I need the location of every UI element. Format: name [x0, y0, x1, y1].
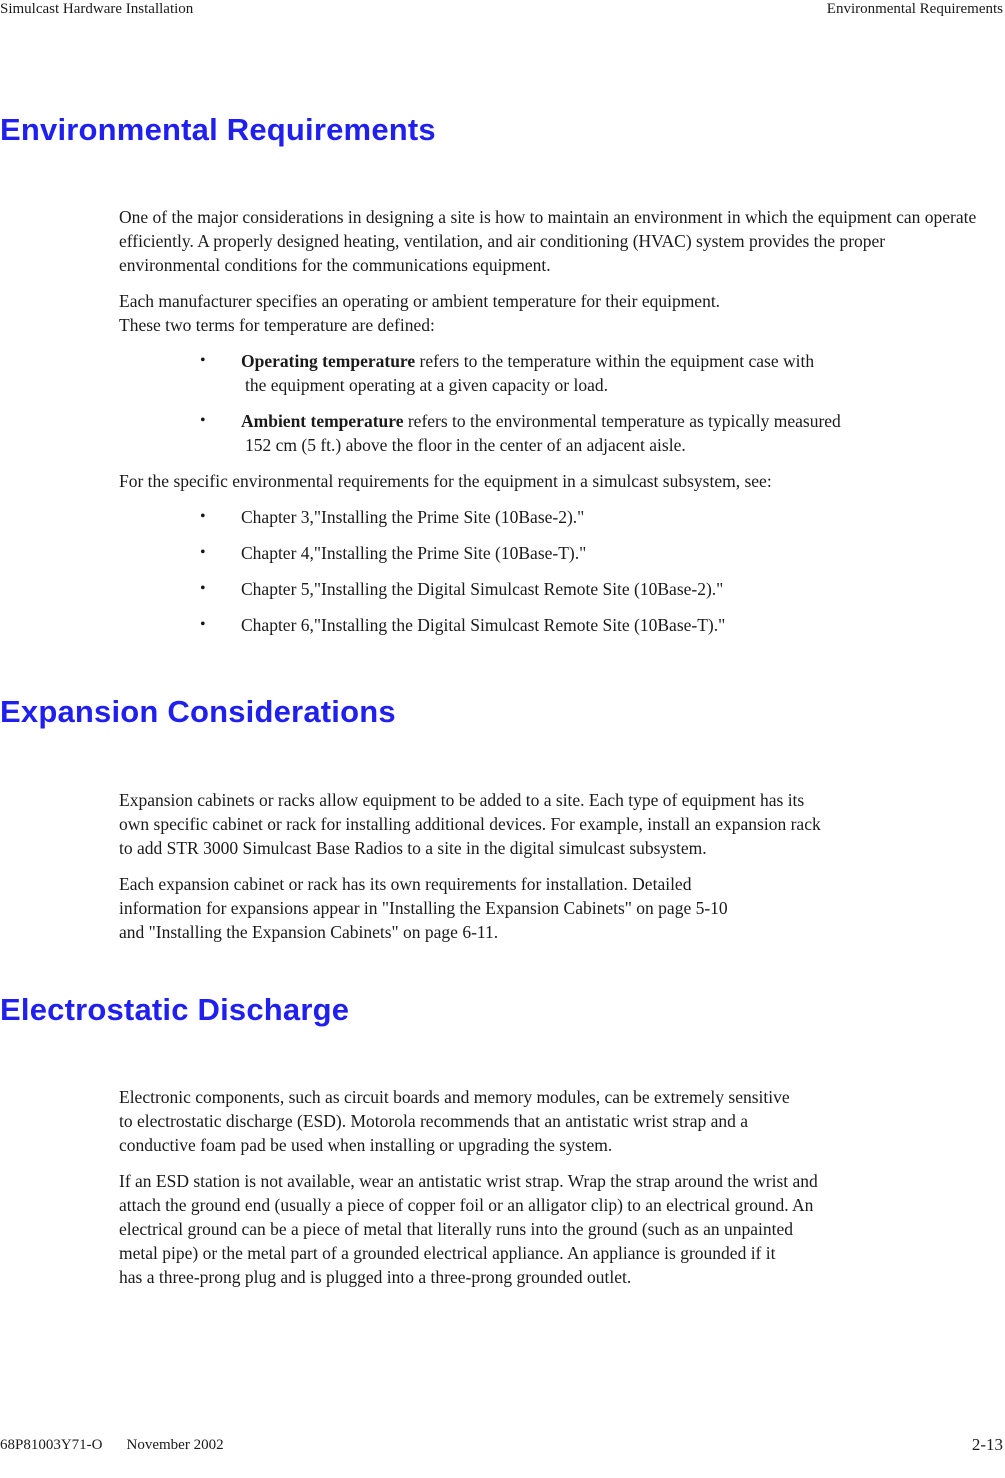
exp-paragraph-2: [119, 872, 989, 944]
exp-paragraph-1-line: Expansion cabinets or racks allow equipment to be added to a site. Each type of equipment has its: [119, 790, 805, 810]
esd-paragraph-2-line: If an ESD station is not available, wear an antistatic wrist strap. Wrap the strap around the wrist and: [119, 1171, 818, 1191]
section-title-expansion: Expansion Considerations: [0, 694, 396, 729]
term-operating-temperature: Operating temperature: [241, 351, 416, 371]
bullet-icon: •: [200, 352, 206, 369]
section-title-electrostatic: Electrostatic Discharge: [0, 992, 350, 1027]
esd-paragraph-1-line: Electronic components, such as circuit boards and memory modules, can be extremely sensitive: [119, 1087, 790, 1107]
running-header-right: Environmental Requirements: [826, 1, 1003, 17]
exp-paragraph-1: [119, 788, 989, 860]
list-item: [119, 541, 989, 565]
environmental-body: [119, 205, 989, 637]
env-paragraph-2-line-2: These two terms for temperature are defined:: [119, 315, 435, 335]
list-item: [119, 613, 989, 637]
definition-operating-temperature: refers to the temperature within the equipment case with: [415, 351, 815, 371]
term-ambient-temperature: Ambient temperature: [241, 411, 404, 431]
chapter-reference: Chapter 3,"Installing the Prime Site (10Base-2).": [241, 507, 585, 527]
esd-paragraph-2-line: attach the ground end (usually a piece of copper foil or an alligator clip) to an electrical ground. An: [119, 1195, 814, 1215]
electrostatic-body: [119, 1085, 989, 1289]
definition-ambient-temperature: refers to the environmental temperature as typically measured: [403, 411, 841, 431]
section-title-environmental: Environmental Requirements: [0, 112, 436, 147]
exp-paragraph-2-line: and "Installing the Expansion Cabinets" on page 6-11.: [119, 922, 499, 942]
expansion-body: [119, 788, 989, 944]
exp-paragraph-1-line: own specific cabinet or rack for installing additional devices. For example, install an expansion rack: [119, 814, 821, 834]
definition-ambient-temperature-cont: 152 cm (5 ft.) above the floor in the center of an adjacent aisle.: [245, 435, 686, 455]
bullet-icon: •: [200, 580, 206, 597]
running-header-left: Simulcast Hardware Installation: [0, 1, 194, 17]
env-paragraph-2-line-1: Each manufacturer specifies an operating or ambient temperature for their equipment.: [119, 291, 721, 311]
exp-paragraph-2-line: information for expansions appear in "Installing the Expansion Cabinets" on page 5-10: [119, 898, 728, 918]
chapter-references-list: [119, 505, 989, 637]
bullet-icon: •: [200, 412, 206, 429]
esd-paragraph-2-line: metal pipe) or the metal part of a grounded electrical appliance. An appliance is grounded if it: [119, 1243, 776, 1263]
footer-left: [0, 1436, 224, 1454]
env-paragraph-2: [119, 289, 989, 337]
chapter-reference: Chapter 4,"Installing the Prime Site (10Base-T).": [241, 543, 587, 563]
list-item: [119, 349, 989, 397]
exp-paragraph-2-line: Each expansion cabinet or rack has its own requirements for installation. Detailed: [119, 874, 692, 894]
chapter-reference: Chapter 6,"Installing the Digital Simulcast Remote Site (10Base-T).": [241, 615, 726, 635]
esd-paragraph-2-line: has a three-prong plug and is plugged into a three-prong grounded outlet.: [119, 1267, 632, 1287]
definition-operating-temperature-cont: the equipment operating at a given capacity or load.: [245, 375, 608, 395]
publication-date: November 2002: [126, 1437, 224, 1453]
chapter-reference: Chapter 5,"Installing the Digital Simulcast Remote Site (10Base-2).": [241, 579, 724, 599]
bullet-icon: •: [200, 508, 206, 525]
esd-paragraph-2-line: electrical ground can be a piece of metal that literally runs into the ground (such as an unpainted: [119, 1219, 793, 1239]
esd-paragraph-1-line: to electrostatic discharge (ESD). Motorola recommends that an antistatic wrist strap and a: [119, 1111, 749, 1131]
env-paragraph-1: One of the major considerations in designing a site is how to maintain an environment in which the equipment can operate efficiently. A properly designed heating, ventilation, and air conditioning (HVAC) system provides the proper environmental conditions for the communications equipment.: [119, 207, 977, 275]
env-paragraph-3: For the specific environmental requirements for the equipment in a simulcast subsystem, see:: [119, 471, 772, 491]
document-number: 68P81003Y71-O: [0, 1437, 103, 1453]
list-item: [119, 577, 989, 601]
bullet-icon: •: [200, 616, 206, 633]
bullet-icon: •: [200, 544, 206, 561]
page-number: 2-13: [971, 1435, 1003, 1454]
esd-paragraph-1-line: conductive foam pad be used when installing or upgrading the system.: [119, 1135, 613, 1155]
list-item: [119, 505, 989, 529]
list-item: [119, 409, 989, 457]
esd-paragraph-2: [119, 1169, 989, 1289]
exp-paragraph-1-line: to add STR 3000 Simulcast Base Radios to a site in the digital simulcast subsystem.: [119, 838, 707, 858]
temperature-definitions-list: [119, 349, 989, 457]
esd-paragraph-1: [119, 1085, 989, 1157]
